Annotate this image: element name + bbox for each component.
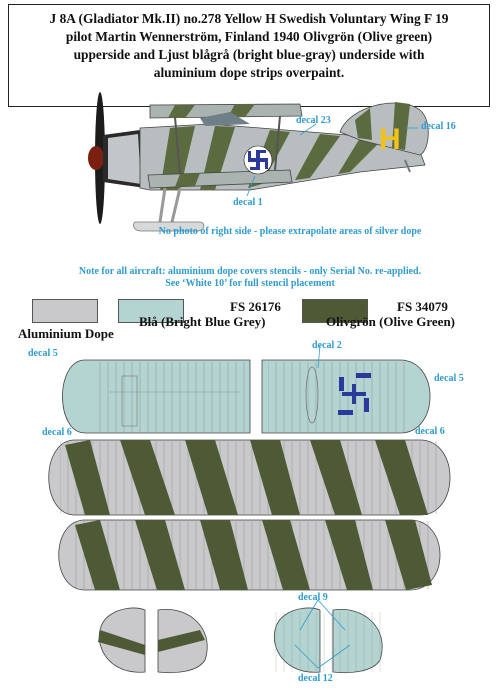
decal-5-label-right: decal 5 <box>434 373 464 384</box>
lower-wing-underside-right <box>262 345 430 433</box>
general-note-2: See ‘White 10’ for full stencil placement <box>165 278 335 289</box>
title-line-1: J 8A (Gladiator Mk.II) no.278 Yellow H Swedish Voluntary Wing F 19 <box>49 11 449 26</box>
swatch-aluminium <box>32 299 98 323</box>
decal-1-label: decal 1 <box>233 197 263 208</box>
decal-12-label: decal 12 <box>298 673 333 684</box>
upper-wing-top <box>49 440 450 515</box>
general-note-1: Note for all aircraft: aluminium dope covers stencils - only Serial No. re-applied. <box>78 266 422 277</box>
tailplane-underside <box>274 600 385 673</box>
decal-23-label: decal 23 <box>296 115 331 126</box>
title-line-4: aluminium dope strips overpaint. <box>153 65 345 80</box>
tailplane-top <box>98 608 207 673</box>
title-line-3: upperside and Ljust blågrå (bright blue-gray) underside with <box>73 47 425 62</box>
aircraft-letter: H <box>379 123 401 156</box>
decal-9-label: decal 9 <box>298 592 328 603</box>
decal-2-label: decal 2 <box>312 340 342 351</box>
swatch-blue-grey-code: FS 26176 <box>230 299 281 314</box>
decal-16-label: decal 16 <box>421 121 456 132</box>
title-line-2: pilot Martin Wennerström, Finland 1940 Olivgrön (Olive green) <box>65 29 433 44</box>
swatch-blue-grey-name: Blå (Bright Blue Grey) <box>139 314 266 329</box>
decal-5-label-left: decal 5 <box>28 348 58 359</box>
aircraft-side-view <box>88 92 428 231</box>
decal-6-label-right: decal 6 <box>415 426 445 437</box>
right-side-note: No photo of right side - please extrapolate areas of silver dope <box>158 226 422 237</box>
lower-wing-top <box>59 520 440 590</box>
swatch-aluminium-name: Aluminium Dope <box>18 326 114 341</box>
swatch-olive-code: FS 34079 <box>397 299 448 314</box>
lower-wing-underside-left <box>63 360 251 433</box>
decal-6-label-left: decal 6 <box>42 427 72 438</box>
swatch-olive-name: Olivgrön (Olive Green) <box>326 314 456 329</box>
